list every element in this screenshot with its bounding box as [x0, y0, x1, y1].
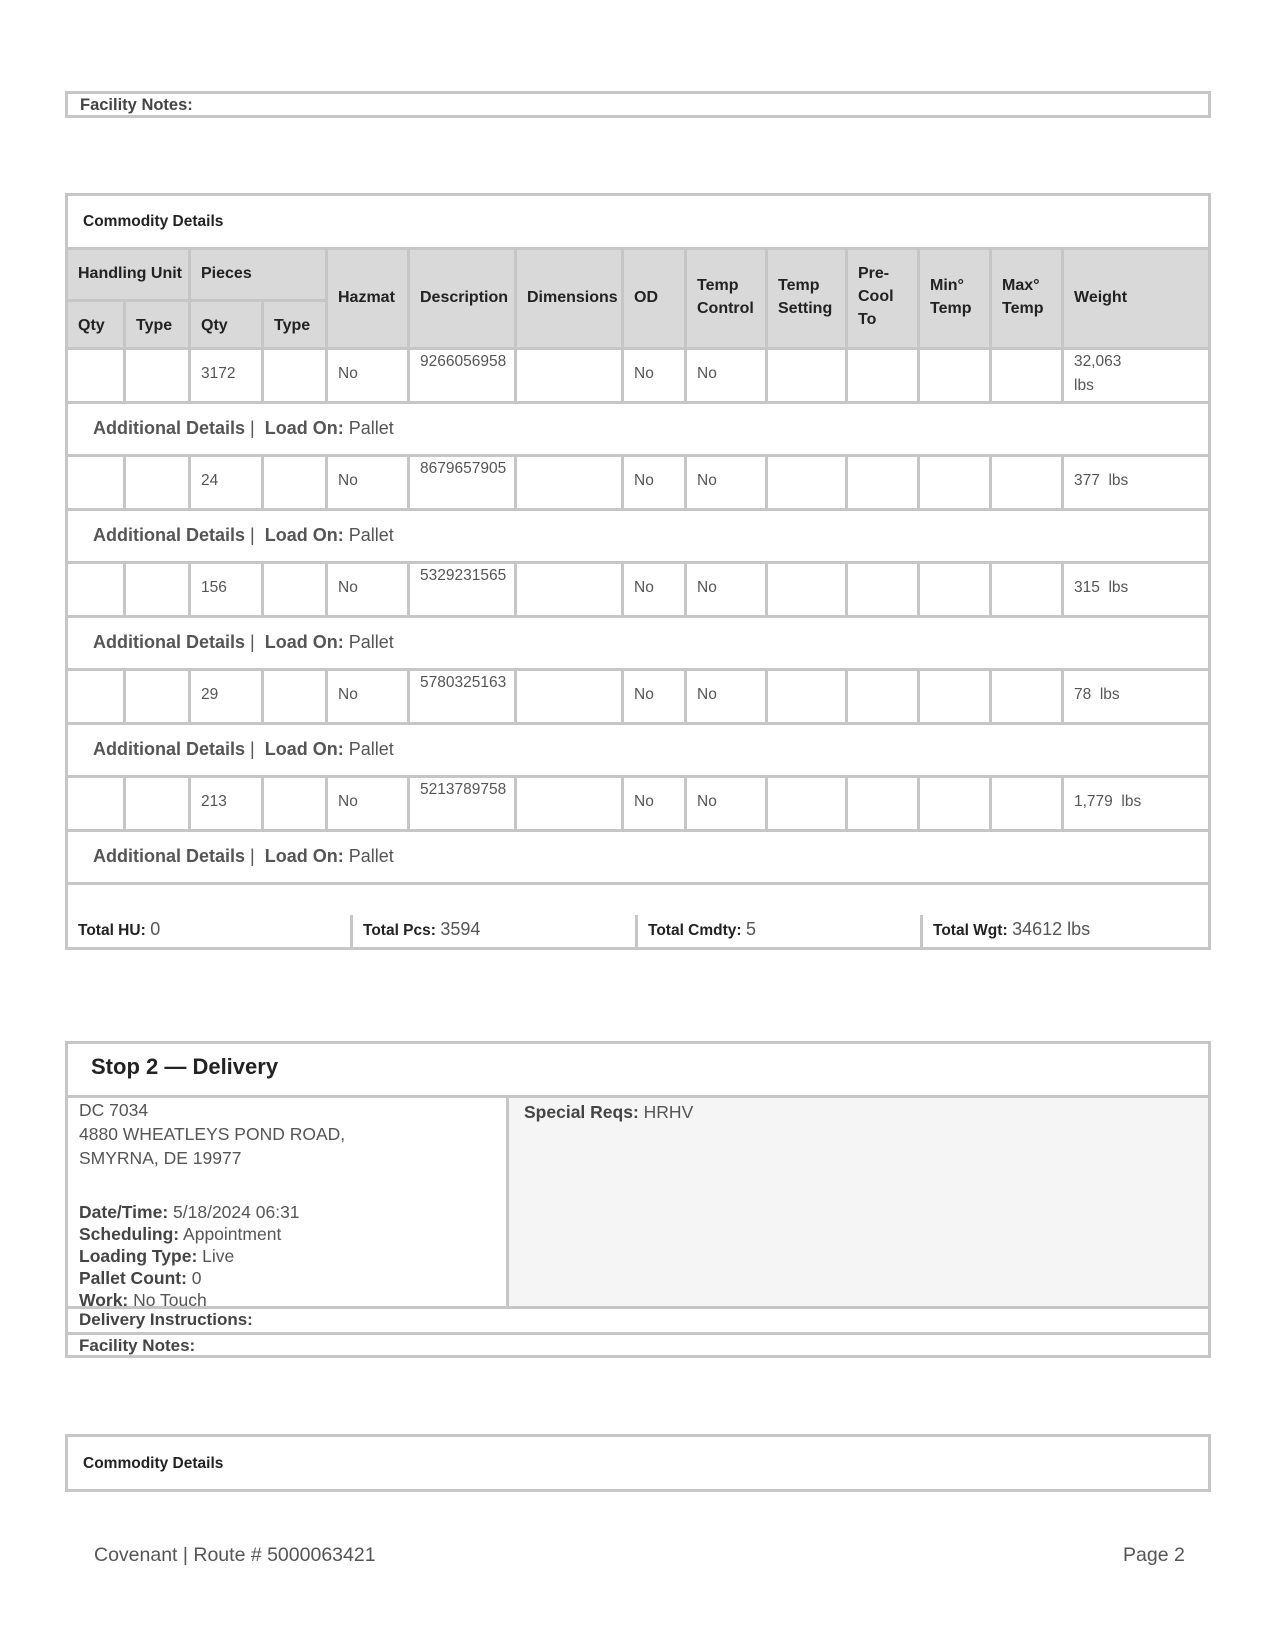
footer-page-number: Page 2 — [1123, 1544, 1185, 1566]
row1-weight: 32,063 lbs — [1064, 350, 1208, 404]
row4-dimensions — [517, 671, 624, 725]
row2-temp-setting — [768, 457, 848, 511]
row5-hazmat: No — [328, 778, 410, 832]
row4-additional-details: Additional Details | Load On: Pallet — [68, 725, 1208, 778]
header-handling-unit: Handling Unit — [68, 250, 191, 302]
row4-max-temp — [992, 671, 1064, 725]
header-min-temp: Min° Temp — [920, 250, 992, 350]
row5-additional-details: Additional Details | Load On: Pallet — [68, 832, 1208, 885]
row3-min-temp — [920, 564, 992, 618]
stop-2-facility-notes-label: Facility Notes: — [79, 1336, 196, 1355]
row4-min-temp — [920, 671, 992, 725]
row5-max-temp — [992, 778, 1064, 832]
row2-min-temp — [920, 457, 992, 511]
special-reqs: Special Reqs: HRHV — [524, 1102, 694, 1122]
row2-weight: 377 lbs — [1064, 457, 1208, 511]
row2-hazmat: No — [328, 457, 410, 511]
row5-pcs-type — [264, 778, 328, 832]
row4-temp-setting — [768, 671, 848, 725]
row2-precool — [848, 457, 920, 511]
delivery-instructions-label: Delivery Instructions: — [79, 1310, 253, 1329]
row3-description: 5329231565 — [410, 564, 517, 618]
row2-od: No — [624, 457, 687, 511]
stop-2-details — [68, 1098, 509, 1309]
row1-description: 9266056958 — [410, 350, 517, 404]
row1-hazmat: No — [328, 350, 410, 404]
row5-precool — [848, 778, 920, 832]
header-od: OD — [624, 250, 687, 350]
row2-hu-type — [126, 457, 191, 511]
row3-pcs-type — [264, 564, 328, 618]
row2-pcs-qty: 24 — [191, 457, 264, 511]
row3-temp-setting — [768, 564, 848, 618]
row1-additional-details: Additional Details | Load On: Pallet — [68, 404, 1208, 457]
row1-hu-qty — [68, 350, 126, 404]
row3-hu-type — [126, 564, 191, 618]
row2-temp-control: No — [687, 457, 768, 511]
row1-min-temp — [920, 350, 992, 404]
row5-od: No — [624, 778, 687, 832]
total-hu: Total HU: 0 — [68, 915, 353, 947]
row2-pcs-type — [264, 457, 328, 511]
row1-precool — [848, 350, 920, 404]
address-line-1: DC 7034 — [79, 1100, 149, 1120]
header-pieces: Pieces — [191, 250, 328, 302]
total-pcs: Total Pcs: 3594 — [353, 915, 638, 947]
row2-max-temp — [992, 457, 1064, 511]
row3-weight: 315 lbs — [1064, 564, 1208, 618]
commodity-details-table — [65, 193, 1211, 950]
row2-description: 8679657905 — [410, 457, 517, 511]
row3-temp-control: No — [687, 564, 768, 618]
stop-2-facility-notes-row — [68, 1332, 1208, 1358]
header-temp-control: Temp Control — [687, 250, 768, 350]
row1-hu-type — [126, 350, 191, 404]
stop-2-address — [79, 1098, 345, 1170]
row1-dimensions — [517, 350, 624, 404]
header-pcs-type: Type — [264, 302, 328, 350]
row2-additional-details: Additional Details | Load On: Pallet — [68, 511, 1208, 564]
loading-type: Loading Type: Live — [79, 1246, 235, 1266]
facility-notes-box — [65, 91, 1211, 118]
special-reqs-panel — [509, 1098, 1208, 1309]
row3-od: No — [624, 564, 687, 618]
row3-dimensions — [517, 564, 624, 618]
header-max-temp: Max° Temp — [992, 250, 1064, 350]
row4-weight: 78 lbs — [1064, 671, 1208, 725]
stop-2-delivery-section — [65, 1041, 1211, 1358]
commodity-details-header — [68, 196, 1208, 250]
row4-hu-qty — [68, 671, 126, 725]
commodity-details-table-2 — [65, 1434, 1211, 1492]
row3-hazmat: No — [328, 564, 410, 618]
row4-od: No — [624, 671, 687, 725]
row1-max-temp — [992, 350, 1064, 404]
stop-2-title: Stop 2 — Delivery — [91, 1054, 279, 1079]
header-hu-type: Type — [126, 302, 191, 350]
row4-precool — [848, 671, 920, 725]
row1-pcs-type — [264, 350, 328, 404]
totals-row — [68, 915, 1208, 947]
row5-temp-setting — [768, 778, 848, 832]
row5-pcs-qty: 213 — [191, 778, 264, 832]
row3-precool — [848, 564, 920, 618]
stop-2-key-values — [79, 1201, 300, 1311]
date-time: Date/Time: 5/18/2024 06:31 — [79, 1202, 300, 1222]
header-pcs-qty: Qty — [191, 302, 264, 350]
row3-hu-qty — [68, 564, 126, 618]
row4-pcs-qty: 29 — [191, 671, 264, 725]
row4-hu-type — [126, 671, 191, 725]
header-precool-to: Pre-Cool To — [848, 250, 920, 350]
row3-pcs-qty: 156 — [191, 564, 264, 618]
row5-temp-control: No — [687, 778, 768, 832]
total-cmdty: Total Cmdty: 5 — [638, 915, 923, 947]
row5-dimensions — [517, 778, 624, 832]
row5-description: 5213789758 — [410, 778, 517, 832]
header-description: Description — [410, 250, 517, 350]
commodity-details-title-2: Commodity Details — [83, 1455, 224, 1472]
scheduling: Scheduling: Appointment — [79, 1224, 282, 1244]
stop-2-header — [68, 1044, 1208, 1098]
commodity-details-title: Commodity Details — [83, 213, 224, 230]
work: Work: No Touch — [79, 1290, 207, 1310]
address-line-3: SMYRNA, DE 19977 — [79, 1148, 242, 1168]
row4-hazmat: No — [328, 671, 410, 725]
row3-additional-details: Additional Details | Load On: Pallet — [68, 618, 1208, 671]
header-dimensions: Dimensions — [517, 250, 624, 350]
delivery-instructions-row — [68, 1306, 1208, 1332]
footer-route: Covenant | Route # 5000063421 — [94, 1544, 376, 1566]
total-wgt: Total Wgt: 34612 lbs — [933, 919, 1091, 939]
row3-max-temp — [992, 564, 1064, 618]
address-line-2: 4880 WHEATLEYS POND ROAD, — [79, 1124, 346, 1144]
row2-dimensions — [517, 457, 624, 511]
facility-notes-label: Facility Notes: — [80, 96, 193, 114]
row4-description: 5780325163 — [410, 671, 517, 725]
row4-pcs-type — [264, 671, 328, 725]
row2-hu-qty — [68, 457, 126, 511]
row5-weight: 1,779 lbs — [1064, 778, 1208, 832]
header-hu-qty: Qty — [68, 302, 126, 350]
row1-temp-control: No — [687, 350, 768, 404]
row4-temp-control: No — [687, 671, 768, 725]
row1-od: No — [624, 350, 687, 404]
pallet-count: Pallet Count: 0 — [79, 1268, 202, 1288]
row5-hu-type — [126, 778, 191, 832]
header-temp-setting: Temp Setting — [768, 250, 848, 350]
row1-temp-setting — [768, 350, 848, 404]
row5-min-temp — [920, 778, 992, 832]
row1-pcs-qty: 3172 — [191, 350, 264, 404]
row5-hu-qty — [68, 778, 126, 832]
header-weight: Weight — [1064, 250, 1208, 350]
header-hazmat: Hazmat — [328, 250, 410, 350]
